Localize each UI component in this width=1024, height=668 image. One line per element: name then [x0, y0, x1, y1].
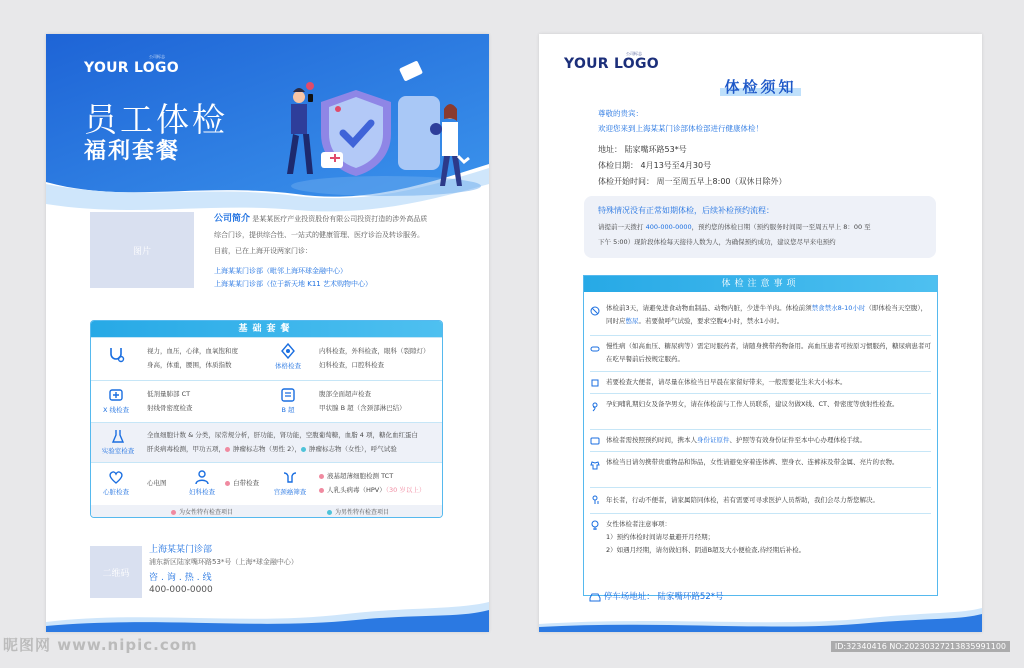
body-check-cell [265, 343, 311, 370]
list-item [590, 452, 931, 488]
parking-info [589, 590, 723, 602]
row1-text4: 妇科检查，口腔科检查 [319, 361, 384, 369]
row1-text2: 身高，体重，腰围，体质指数 [147, 361, 232, 369]
age-note: （30 岁以上） [385, 486, 426, 494]
notice-list-title: 体检注意事项 [584, 276, 937, 292]
row4-text1: 心电图 [147, 479, 167, 487]
heart-cell [95, 469, 137, 496]
clinic-name: 上海某某门诊部 [149, 545, 213, 555]
list-item [590, 394, 931, 430]
list-item [590, 488, 931, 514]
item5-a: 体检者需按照预约时间，携本人 [606, 436, 697, 444]
logo-caption: 公司标志 [149, 54, 165, 59]
row3-tag-female: 肿瘤标志物（女性）， [308, 445, 371, 453]
legend-male: 为男性特有检查项目 [335, 509, 390, 516]
ultrasound-label: B 超 [281, 406, 295, 414]
left-flyer [46, 34, 489, 632]
bottom-wave [46, 592, 489, 632]
flyer-subtitle: 福利套餐 [84, 139, 181, 164]
intro-keyword: 公司简介 [214, 214, 251, 224]
flyer-title: 员工体检 [84, 100, 228, 139]
gyne-label: 妇科检查 [189, 488, 215, 496]
gyne-cell [181, 469, 223, 496]
image-placeholder: 图片 [90, 212, 194, 288]
intro-line1: 是某某医疗产业投资股份有限公司投资打造的涉外高品质 [252, 215, 428, 223]
company-logo: YOUR LOGO [84, 60, 179, 76]
makeup-heading: 特殊情况没有正常如期体检，后续补检预约流程： [598, 206, 774, 215]
greeting-line2: 欢迎您来到上海某某门诊部体检部进行健康体检！ [598, 124, 763, 133]
list-item [590, 336, 931, 372]
heart-icon [108, 469, 124, 485]
no-food-icon [590, 306, 600, 316]
greeting-line1: 尊敬的贵宾： [598, 109, 643, 118]
item3-text: 若要检查大便者，请尽量在体检当日早晨在家留好带来，一般需要花生米大小标本。 [606, 378, 847, 386]
ultrasound-icon [280, 387, 296, 403]
qrcode-placeholder: 二维码 [90, 546, 142, 598]
clothes-icon [590, 460, 600, 470]
uterus-icon [282, 469, 298, 485]
exam-info [598, 142, 787, 190]
legend-female: 为女性特有检查项目 [179, 509, 234, 516]
item2-text: 慢性病（如高血压、糖尿病等）需定时服药者，请随身携带药物备用。高血压患者可按原习惯服药，糖尿病患者可在吃早餐前后按规定服药。 [606, 342, 931, 363]
item8-line1: 1）预约体检时间请尽量避开月经期； [606, 533, 715, 541]
makeup-exam-box [584, 196, 936, 258]
company-intro [214, 211, 476, 291]
hero-banner [46, 34, 489, 224]
greeting [598, 106, 763, 136]
pill-icon [590, 344, 600, 354]
list-item [590, 298, 931, 336]
list-item [590, 372, 931, 394]
row3-tag-male: 肿瘤标志物（男性 2）， [233, 445, 301, 453]
table-row [91, 337, 442, 380]
item8-title: 女性体检者注意事项： [606, 520, 671, 528]
clinic-contact [149, 544, 298, 596]
lab-icon [110, 428, 126, 444]
item5-b: 、护照等有效身份证件至本中心办理体检手续。 [729, 436, 866, 444]
company-logo: YOUR LOGO [564, 56, 659, 72]
row3-text2a: 肝炎病毒检测，甲功五项， [147, 445, 225, 453]
makeup-line2: 下午 5:00）现阶段体检每天接待人数为人，为确保预约成功，建议您尽早来电预约 [598, 238, 836, 246]
makeup-line1b: ，预约您的体检日期（预约服务时间周一至周五早上 8：00 至 [691, 223, 871, 231]
image-id: ID:32340416 NO:20230327213835991100 [831, 641, 1010, 652]
parking-address: 停车场地址： 陆家嘴环路52*号 [603, 592, 724, 602]
table-row [91, 422, 442, 462]
body-check-label: 体格检查 [275, 362, 301, 370]
site-watermark: 昵图网 www.nipic.com [3, 636, 198, 654]
item4-text: 孕妇哺乳期妇女及备孕男女，请在体检前与工作人员联系，建议勿做X线、CT、骨密度等放射性检查。 [606, 400, 899, 408]
item8-line2: 2）如遇月经期，请勿做妇科、阴道B超及大小便检查,待经期后补检。 [606, 546, 806, 554]
list-item [590, 430, 931, 452]
notice-list [583, 275, 938, 596]
exam-time: 体检开始时间： 周一至周五早上8:00（双休日除外） [598, 177, 787, 186]
row4-text3: 液基超薄细胞检测 TCT [327, 472, 394, 480]
clinic-1: 上海某某门诊部（毗邻上海环球金融中心） [214, 267, 347, 275]
cervical-cell [267, 469, 313, 496]
row1-text1: 视力，血压，心律，血氧饱和度 [147, 347, 238, 355]
doctor-icon [194, 469, 210, 485]
heart-label: 心脏检查 [103, 488, 129, 496]
lab-cell [95, 428, 141, 455]
item1-hl2: 憋尿 [625, 317, 639, 325]
item7-text: 年长者，行动不便者，请家属陪同体检，若有需要可寻求医护人员帮助，我们会尽力帮您解决。 [606, 496, 879, 504]
lab-label: 实验室检查 [101, 447, 135, 455]
package-legend [91, 505, 442, 518]
table-row [91, 462, 442, 505]
makeup-line1a: 请提前一天拨打 [598, 223, 646, 231]
item1-c: 。若要做呼气试验，要求空腹4小时，禁水1小时。 [638, 317, 784, 325]
makeup-phone: 400-000-0000 [645, 223, 692, 231]
package-title: 基础套餐 [91, 321, 442, 337]
exam-address: 地址： 陆家嘴环路53*号 [598, 145, 687, 154]
row2-text2: 射线骨密度检查 [147, 404, 193, 412]
row4-text4: 人乳头病毒（HPV） [327, 486, 386, 494]
item5-hl: 身份证原件 [697, 436, 730, 444]
elderly-icon [590, 495, 600, 505]
item1-b: （即体检当天空腹），同时应 [606, 304, 928, 325]
xray-cell [95, 387, 137, 414]
bottom-wave [539, 602, 982, 632]
stethoscope-icon [95, 346, 137, 366]
xray-label: X 线检查 [102, 406, 130, 414]
female-icon [590, 520, 600, 530]
stool-icon [590, 378, 600, 388]
notice-title-text: 体检须知 [720, 78, 800, 96]
car-icon [589, 592, 601, 602]
row3-text2b: 呼气试验 [370, 445, 397, 453]
list-item [590, 514, 931, 562]
row2-text4: 甲状腺 B 超（含颈部淋巴结） [319, 404, 406, 412]
consult-phone: 400-000-0000 [149, 585, 213, 595]
ultrasound-cell [265, 387, 311, 414]
table-row [91, 380, 442, 422]
clinic-2: 上海某某门诊部（位于新天地 K11 艺术购物中心） [214, 280, 372, 288]
right-flyer [539, 34, 982, 632]
consult-label: 咨.询.热.线 [149, 573, 215, 583]
xray-icon [108, 387, 124, 403]
intro-line2: 综合门诊，提供综合性、一站式的健康管理、医疗诊治及转诊服务。 [214, 231, 424, 239]
item1-a: 体检前3天，请避免进食动物血制品、动物内脏，少进牛羊肉。体检前须 [606, 304, 812, 312]
notice-title [539, 76, 982, 97]
clinic-address: 浦东新区陆家嘴环路53*号（上海*球金融中心） [149, 558, 298, 566]
pregnant-icon [590, 402, 600, 412]
body-check-icon [280, 343, 296, 359]
item1-hl: 禁食禁水8-10小时 [811, 304, 866, 312]
item6-text: 体检当日请勿携带贵重物品和饰品，女性请避免穿着连体裤、塑身衣、连裤袜及带金属、亮片的衣物。 [606, 458, 899, 466]
row1-text3: 内科检查，外科检查，眼科（裂隙灯） [319, 347, 430, 355]
row2-text3: 腹部全面超声检查 [319, 390, 371, 398]
row3-text1: 全血细胞计数 & 分类，尿常规分析，肝功能，肾功能，空腹葡萄糖，血脂 4 项，糖化血红蛋白 [147, 431, 418, 439]
basic-package-table [90, 320, 443, 518]
row2-text1: 低剂量肺部 CT [147, 390, 191, 398]
cervical-label: 宫颈癌筛查 [273, 488, 307, 496]
logo-caption: 公司标志 [626, 51, 642, 56]
intro-line3: 目前，已在上海开设两家门诊： [214, 247, 312, 255]
exam-date: 体检日期： 4月13号至4月30号 [598, 161, 712, 170]
row4-text2: 白带检查 [233, 479, 259, 487]
id-card-icon [590, 436, 600, 446]
